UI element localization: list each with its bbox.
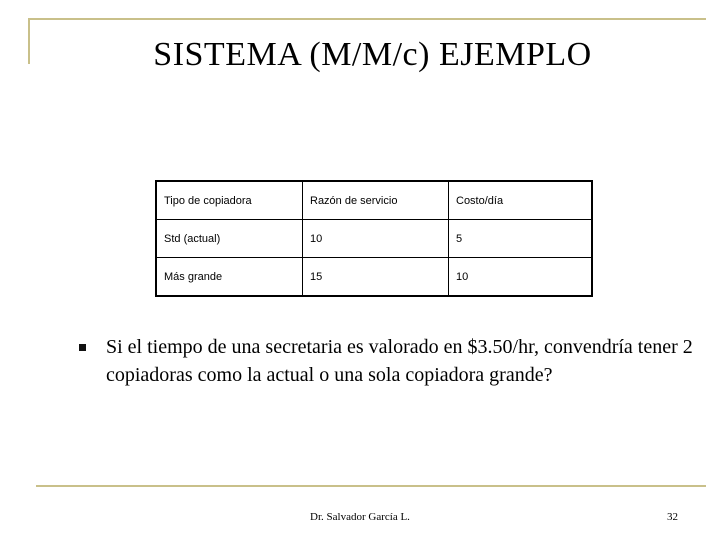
slide-title: SISTEMA (M/M/c) EJEMPLO bbox=[153, 36, 592, 73]
copier-table bbox=[155, 180, 593, 297]
table-header-row bbox=[156, 181, 592, 220]
table-header-cell: Tipo de copiadora bbox=[156, 181, 303, 220]
table-cell: 10 bbox=[303, 220, 449, 258]
page-number: 32 bbox=[667, 511, 678, 523]
table-header-cell: Costo/día bbox=[449, 181, 593, 220]
bullet-square-icon bbox=[79, 344, 86, 351]
table-row bbox=[156, 220, 592, 258]
bottom-rule bbox=[36, 485, 706, 487]
table-cell: 5 bbox=[449, 220, 593, 258]
table-row bbox=[156, 258, 592, 297]
table-cell: 15 bbox=[303, 258, 449, 297]
footer-author: Dr. Salvador García L. bbox=[310, 511, 410, 523]
table-cell: Std (actual) bbox=[156, 220, 303, 258]
table-header-cell: Razón de servicio bbox=[303, 181, 449, 220]
top-rule bbox=[28, 18, 706, 20]
table-cell: Más grande bbox=[156, 258, 303, 297]
table-cell: 10 bbox=[456, 270, 469, 283]
bullet-text: Si el tiempo de una secretaria es valorado en $3.50/hr, convendría tener 2 copiadoras como la actual o una sola copiadora grande? bbox=[106, 336, 693, 386]
